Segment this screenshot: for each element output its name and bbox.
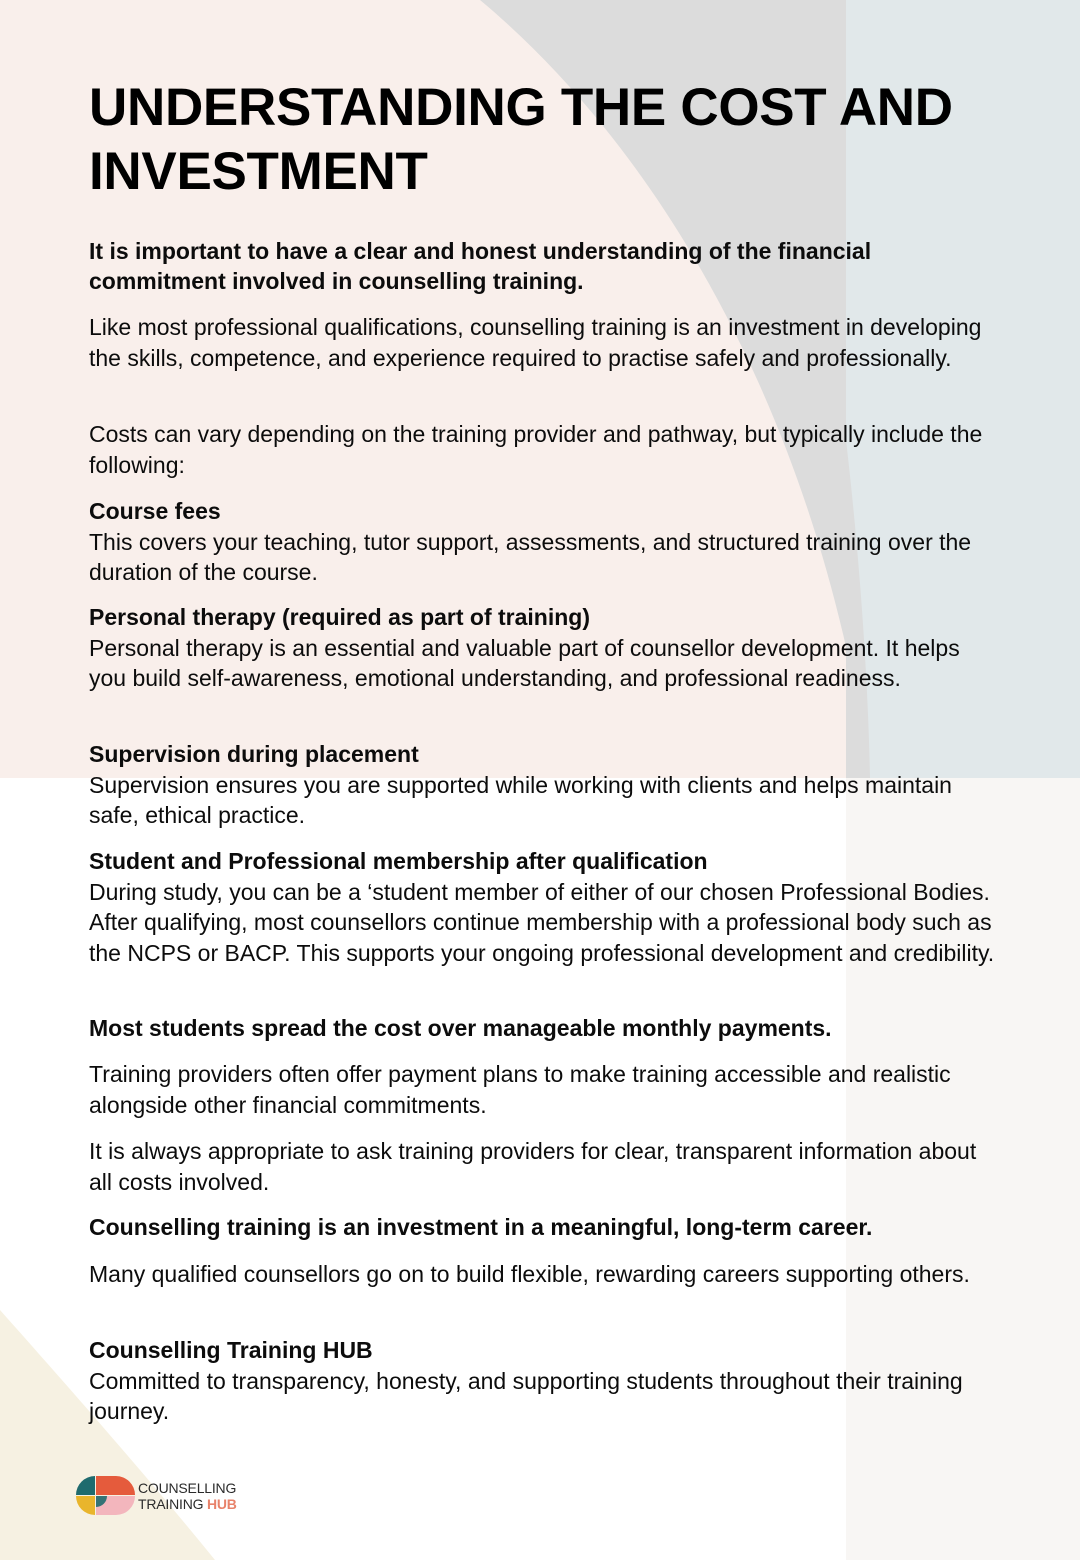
intro-paragraph: Like most professional qualifications, counselling training is an investment in developing the skills, competence, and experience required to practise safely and professionally.	[89, 314, 982, 371]
logo-mark-icon	[74, 1474, 136, 1518]
section-body: During study, you can be a ‘student member of either of our chosen Professional Bodies. After qualifying, most counsellors continue membership with a professional body such as the NCPS or BACP. This supports your ongoing professional development and credibility.	[89, 878, 995, 966]
logo-line-1: COUNSELLING	[138, 1480, 237, 1496]
section-body: Personal therapy is an essential and valuable part of counsellor development. It helps you build self-awareness, emotional understanding, and professional readiness.	[89, 634, 960, 691]
costs-paragraph-block	[89, 419, 999, 480]
section-heading: Course fees	[89, 498, 221, 524]
section-supervision	[89, 739, 999, 831]
logo-line-2	[138, 1496, 237, 1512]
career-body: Many qualified counsellors go on to build flexible, rewarding careers supporting others.	[89, 1261, 970, 1287]
career-heading: Counselling training is an investment in a meaningful, long-term career.	[89, 1214, 873, 1240]
section-body: Supervision ensures you are supported while working with clients and helps maintain safe, ethical practice.	[89, 771, 952, 828]
page-title: UNDERSTANDING THE COST AND INVESTMENT	[89, 78, 953, 201]
hub-body: Committed to transparency, honesty, and supporting students throughout their training journey.	[89, 1367, 963, 1424]
hub-heading: Counselling Training HUB	[89, 1337, 373, 1363]
payments-advice: It is always appropriate to ask training providers for clear, transparent information about all costs involved.	[89, 1138, 977, 1195]
intro-statement: It is important to have a clear and honest understanding of the financial commitment involved in counselling training.	[89, 238, 872, 294]
logo-training-word: TRAINING	[138, 1496, 207, 1512]
payments-body: Training providers often offer payment plans to make training accessible and realistic alongside other financial commitments.	[89, 1061, 951, 1118]
payments-heading: Most students spread the cost over manageable monthly payments.	[89, 1015, 832, 1041]
section-personal-therapy	[89, 602, 999, 694]
intro-paragraph-block	[89, 312, 999, 373]
payments-advice-block	[89, 1136, 999, 1197]
payments-body-block	[89, 1059, 999, 1120]
career-body-block	[89, 1259, 999, 1290]
payments-heading-block	[89, 1013, 999, 1044]
career-heading-block	[89, 1212, 999, 1243]
section-body: This covers your teaching, tutor support, assessments, and structured training over the duration of the course.	[89, 528, 972, 585]
costs-paragraph: Costs can vary depending on the training provider and pathway, but typically include the following:	[89, 421, 983, 478]
section-heading: Supervision during placement	[89, 741, 419, 767]
logo-hub-word: HUB	[206, 1496, 237, 1512]
section-membership	[89, 846, 999, 968]
section-heading: Personal therapy (required as part of training)	[89, 604, 590, 630]
section-course-fees	[89, 496, 999, 588]
logo-text	[138, 1480, 237, 1512]
counselling-training-hub-logo	[74, 1474, 254, 1518]
section-heading: Student and Professional membership after qualification	[89, 848, 708, 874]
hub-section	[89, 1335, 999, 1427]
